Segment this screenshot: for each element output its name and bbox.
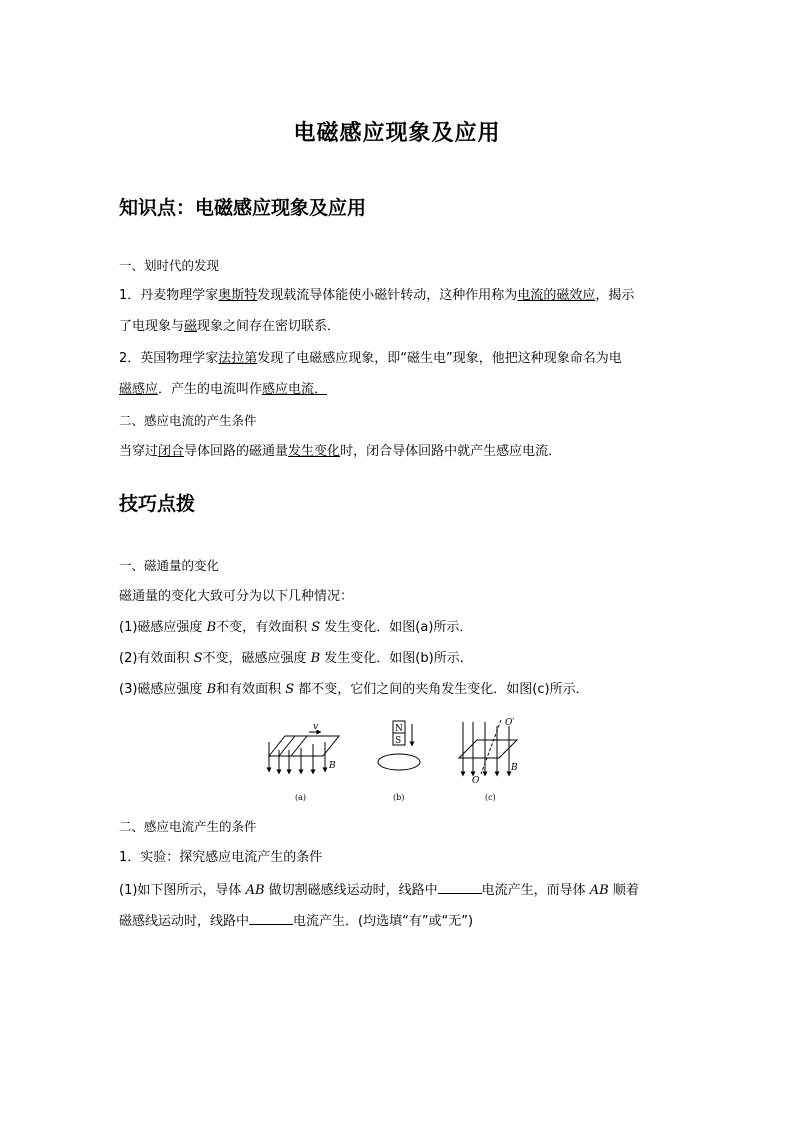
figure-c [459, 720, 517, 774]
figure-b-caption: (b) [393, 793, 405, 802]
text: 2．英国物理学家 [119, 351, 219, 366]
underlined-answer: 磁感应 [119, 382, 159, 397]
text: 导体回路的磁通量 [184, 444, 289, 459]
symbol-S: S [193, 651, 203, 666]
magnet-S-label: S [395, 736, 402, 746]
underlined-answer: 闭合 [158, 444, 185, 459]
underlined-answer: 发生变化 [288, 444, 341, 459]
answer-blank-1[interactable] [438, 881, 482, 894]
text: 现象之间存在密切联系． [197, 319, 341, 334]
text: ，揭示 [595, 288, 635, 303]
magnet-N-label: N [395, 724, 403, 734]
text: (1)磁感应强度 [119, 620, 207, 635]
symbol-B: B [206, 682, 217, 697]
paragraph-2-line-2 [119, 381, 327, 399]
text: 磁感线运动时，线路中 [119, 914, 250, 929]
subheading-current-conditions: 二、感应电流产生的条件 [119, 819, 257, 834]
symbol-AB: AB [245, 883, 265, 898]
text: (1)如下图所示，导体 [119, 883, 246, 898]
flux-case-1 [119, 619, 472, 637]
rotation-axis [481, 720, 501, 774]
section-heading-knowledge: 知识点：电磁感应现象及应用 [119, 197, 367, 219]
text: 电流产生，而导体 [481, 883, 590, 898]
experiment-title: 1．实验：探究感应电流产生的条件 [119, 850, 323, 865]
figure-a-slider [279, 736, 295, 756]
text: (2)有效面积 [119, 651, 194, 666]
symbol-B: B [206, 620, 217, 635]
subheading-flux-change: 一、磁通量的变化 [119, 558, 220, 573]
flux-case-3 [119, 681, 589, 699]
axis-top-label: O′ [505, 718, 515, 728]
flux-figures [255, 712, 545, 804]
figure-c-caption: (c) [485, 793, 496, 802]
paragraph-3 [119, 443, 561, 461]
figure-a-caption: (a) [295, 793, 307, 802]
underlined-answer: 法拉第 [218, 351, 258, 366]
symbol-B: B [310, 651, 321, 666]
text: 做切割磁感线运动时，线路中 [264, 883, 438, 898]
text: 发生变化．如图(b)所示． [320, 651, 473, 666]
paragraph-1-line-2 [119, 318, 340, 336]
text: 和有效面积 [216, 682, 286, 697]
answer-blank-2[interactable] [249, 912, 293, 925]
coil-loop [378, 754, 420, 770]
subheading-conditions: 二、感应电流的产生条件 [119, 413, 257, 428]
text: 电流产生．(均选填“有”或“无”) [293, 914, 474, 929]
figure-c-B-label: B [511, 763, 518, 773]
text: 发现载流导体能使小磁针转动，这种作用称为 [257, 288, 518, 303]
text: 当穿过 [119, 444, 159, 459]
figure-a-B-label: B [329, 761, 336, 771]
flux-case-2 [119, 650, 473, 668]
underlined-answer: 电流的磁效应 [517, 288, 596, 303]
symbol-S: S [285, 682, 295, 697]
text: 不变，磁感应强度 [202, 651, 311, 666]
underlined-answer: 感应电流． [262, 382, 328, 397]
question-1-line-1 [119, 881, 639, 900]
figure-a-rail [291, 736, 307, 756]
text: 1．丹麦物理学家 [119, 288, 219, 303]
underlined-answer: 磁 [184, 319, 198, 334]
text: 顺着 [608, 883, 639, 898]
text: ．产生的电流叫作 [158, 382, 263, 397]
paragraph-2-line-1 [119, 350, 622, 368]
section-heading-tips: 技巧点拨 [119, 493, 196, 515]
figure-a-v-label: v [313, 722, 319, 732]
text: 都不变，它们之间的夹角发生变化．如图(c)所示． [294, 682, 589, 697]
text: 不变，有效面积 [216, 620, 312, 635]
axis-bottom-label: O [472, 776, 480, 786]
page-title: 电磁感应现象及应用 [293, 121, 501, 146]
text: 了电现象与 [119, 319, 185, 334]
paragraph-1-line-1 [119, 287, 634, 305]
symbol-AB: AB [589, 883, 609, 898]
text: 发生变化．如图(a)所示． [320, 620, 473, 635]
underlined-answer: 奥斯特 [218, 288, 258, 303]
question-1-line-2 [119, 912, 473, 931]
flux-intro: 磁通量的变化大致可分为以下几种情况： [119, 589, 354, 604]
text: 发现了电磁感应现象，即“磁生电”现象，他把这种现象命名为电 [257, 351, 622, 366]
text: 时，闭合导体回路中就产生感应电流． [340, 444, 562, 459]
text: (3)磁感应强度 [119, 682, 207, 697]
subheading-discovery: 一、划时代的发现 [119, 258, 220, 273]
symbol-S: S [311, 620, 321, 635]
